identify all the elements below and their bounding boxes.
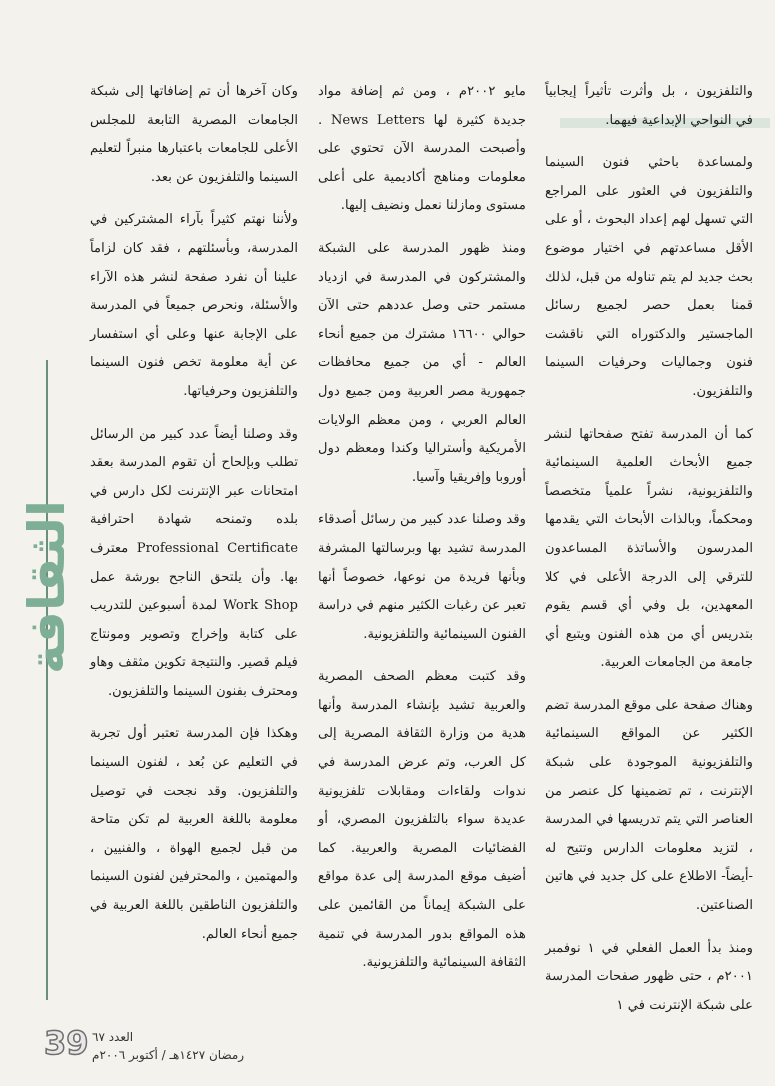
paragraph: وهكذا فإن المدرسة تعتبر أول تجربة في التعليم عن بُعد ، لفنون السينما والتلفزيون. وقد نجحت في توصيل معلومة باللغة العربية لم تكن متاحة من قبل لجميع الهواة ، والفنيين ، والمهتمين ، والمحترفين لفنون السينما والتلفزيون الناطقين باللغة العربية في جميع أنحاء العالم.: [90, 726, 298, 942]
issue-date: رمضان ١٤٢٧هـ / أكتوبر ٢٠٠٦م: [92, 1048, 245, 1062]
page-footer: [30, 1024, 330, 1074]
paragraph: والتلفزيون ، بل وأثرت تأثيراً إيجابياً في النواحي الإبداعية فيهما.: [545, 84, 753, 128]
paragraph: ومنذ ظهور المدرسة على الشبكة والمشتركون في المدرسة في ازدياد مستمر حتى وصل عددهم حتى الآن حوالي ١٦٦٠٠ مشترك من جميع أنحاء العالم - أي من جميع محافظات جمهورية مصر العربية ومن جميع دول العالم العربي ، ومن معظم الولايات الأمريكية وأستراليا وكندا ومعظم دول أوروبا وإفريقيا وآسيا.: [318, 240, 526, 485]
text-column-left: [90, 78, 298, 963]
paragraph: وهناك صفحة على موقع المدرسة تضم الكثير عن المواقع السينمائية والتلفزيونية الموجودة على شبكة الإنترنت ، تم تضمينها كل عنصر من العناصر التي يتم تدريسها في المدرسة ، لتزيد معلومات الدارس وتتيح له -أيضاً- الاطلاع على كل جديد في هاتين الصناعتين.: [545, 697, 753, 914]
text-column-right: [545, 78, 753, 1034]
paragraph: وكان آخرها أن تم إضافاتها إلى شبكة الجامعات المصرية التابعة للمجلس الأعلى للجامعات باعتبارها منبراً لتعليم السينما والتلفزيون عن بعد.: [90, 84, 298, 185]
issue-number: العدد ٦٧: [92, 1030, 134, 1044]
paragraph: ولمساعدة باحثي فنون السينما والتلفزيون في العثور على المراجع التي تسهل لهم إعداد البحوث ، أو على الأقل مساعدتهم في اختيار موضوع بحث جديد لم يتم تناوله من قبل، لذلك قمنا بعمل حصر لجميع رسائل الماجستير والدكتوراه التي ناقشت فنون وجماليات وحرفيات السينما والتلفزيون.: [545, 155, 753, 399]
paragraph: وقد وصلنا عدد كبير من رسائل أصدقاء المدرسة تشيد بها وبرسالتها المشرفة وبأنها فريدة من نوعها، خصوصاً أنها تعبر عن رغبات الكثير منهم في دراسة الفنون السينمائية والتلفزيونية.: [318, 512, 526, 642]
paragraph: مايو ٢٠٠٢م ، ومن ثم إضافة مواد جديدة كثيرة لها News Letters . وأصبحت المدرسة الآن تحتوي على معلومات ومناهج أكاديمية على أعلى مستوى ومازلنا نعمل ونضيف إليها.: [318, 84, 526, 214]
page-number: 39: [44, 1024, 89, 1062]
paragraph: وقد كتبت معظم الصحف المصرية والعربية تشيد بإنشاء المدرسة وأنها هدية من وزارة الثقافة المصرية إلى كل العرب، وتم عرض المدرسة في ندوات ولقاءات ومقابلات تلفزيونية عديدة سواء بالتلفزيون المصري، أو الفضائيات المصرية والعربية. كما أضيف موقع المدرسة إلى عدة مواقع على الشبكة إيماناً من القائمين على هذه المواقع بدور المدرسة في تنمية الثقافة السينمائية والتلفزيونية.: [318, 669, 526, 971]
paragraph: ومنذ بدأ العمل الفعلي في ١ نوفمبر ٢٠٠١م ، حتى ظهور صفحات المدرسة على شبكة الإنترنت في ١: [545, 940, 754, 1013]
paragraph: ولأننا نهتم كثيراً بآراء المشتركين في المدرسة، وبأسئلتهم ، فقد كان لزاماً علينا أن نفرد صفحة لنشر هذه الآراء والأسئلة، ونحرص جميعاً في المدرسة على الإجابة عنها وعلى أي استفسار عن أية معلومة تخص فنون السينما والتلفزيون وحرفياتها.: [90, 212, 298, 399]
paragraph: وقد وصلنا أيضاً عدد كبير من الرسائل تطلب وبإلحاح أن تقوم المدرسة بعقد امتحانات عبر الإنترنت لكل دارس في بلده وتمنحه شهادة احترافية Professional Certificate معترف بها. وأن يلتحق الناجح بورشة عمل Work Shop لمدة أسبوعين للتدريب على كتابة وإخراج وتصوير ومونتاج فيلم قصير. والنتيجة تكوين مثقف وهاو ومحترف بفنون السينما والتلفزيون.: [90, 426, 299, 699]
text-column-middle: [318, 78, 526, 992]
section-sidebar: [0, 0, 78, 1086]
sidebar-rule: [46, 360, 48, 1000]
paragraph: كما أن المدرسة تفتح صفحاتها لنشر جميع الأبحاث العلمية السينمائية والتلفزيونية، نشراً علمياً متخصصاً ومحكماً، وبالذات الأبحاث التي يقدمها المدرسون والأساتذة المساعدون للترقي إلى الدرجة الأعلى في كلا المعهدين، بل وفي أي قسم يقوم بتدريس أي من هذه الفنون ويتبع أي جامعة من الجامعات العربية.: [545, 426, 753, 671]
section-title: الثقافة: [18, 500, 76, 675]
